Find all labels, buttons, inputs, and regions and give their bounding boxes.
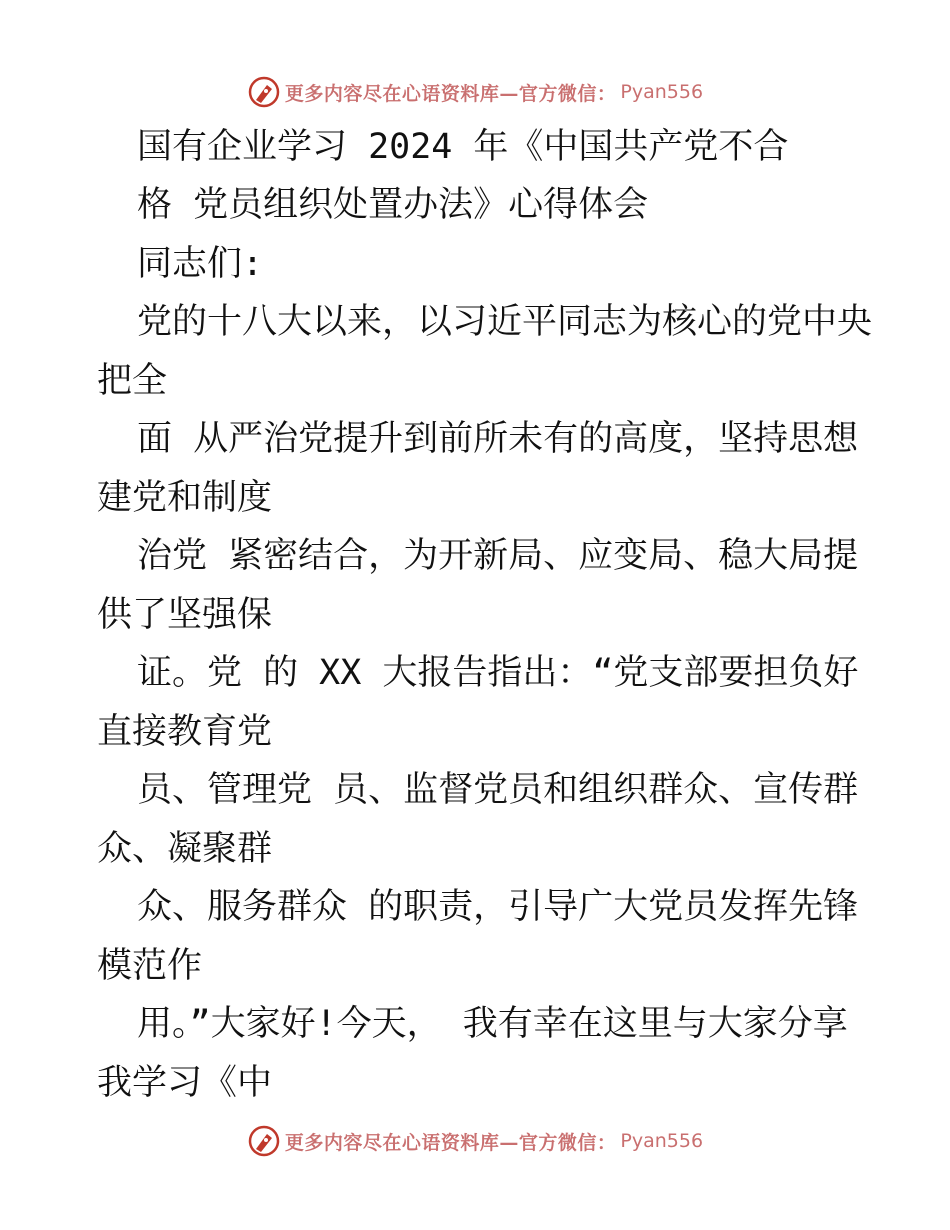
body-line: 员、管理党 员、监督党员和组织群众、宣传群 (137, 770, 859, 810)
body-line: 模范作 (97, 946, 203, 986)
body-line: 用。”大家好!今天， 我有幸在这里与大家分享 (137, 1004, 848, 1044)
watermark-account: Pyan556 (620, 1130, 704, 1152)
body-line: 面 从严治党提升到前所未有的高度，坚持思想 (137, 419, 859, 459)
document-title-line-2: 格 党员组织处置办法》心得体会 (137, 185, 649, 225)
watermark-text: 更多内容尽在心语资料库—官方微信： (284, 1131, 617, 1154)
body-line: 证。党 的 XX 大报告指出：“党支部要担负好 (137, 653, 859, 693)
body-line: 我学习《中 (97, 1063, 273, 1103)
salutation: 同志们: (137, 244, 264, 284)
body-line: 直接教育党 (97, 712, 273, 752)
body-line: 建党和制度 (97, 478, 273, 518)
body-line: 供了坚强保 (97, 595, 273, 635)
watermark-account: Pyan556 (620, 81, 704, 103)
header-watermark (0, 72, 950, 112)
body-line: 党的十八大以来，以习近平同志为核心的党中央 (137, 302, 873, 342)
body-line: 众、服务群众 的职责，引导广大党员发挥先锋 (137, 887, 859, 927)
pen-nib-seal-icon (247, 1124, 281, 1158)
document-title-line-1: 国有企业学习 2024 年《中国共产党不合 (137, 127, 789, 167)
footer-watermark (0, 1121, 950, 1161)
pen-nib-seal-icon (247, 75, 281, 109)
watermark-text: 更多内容尽在心语资料库—官方微信： (284, 82, 617, 105)
body-line: 把全 (97, 361, 168, 401)
body-line: 治党 紧密结合，为开新局、应变局、稳大局提 (137, 536, 859, 576)
body-line: 众、凝聚群 (97, 829, 273, 869)
